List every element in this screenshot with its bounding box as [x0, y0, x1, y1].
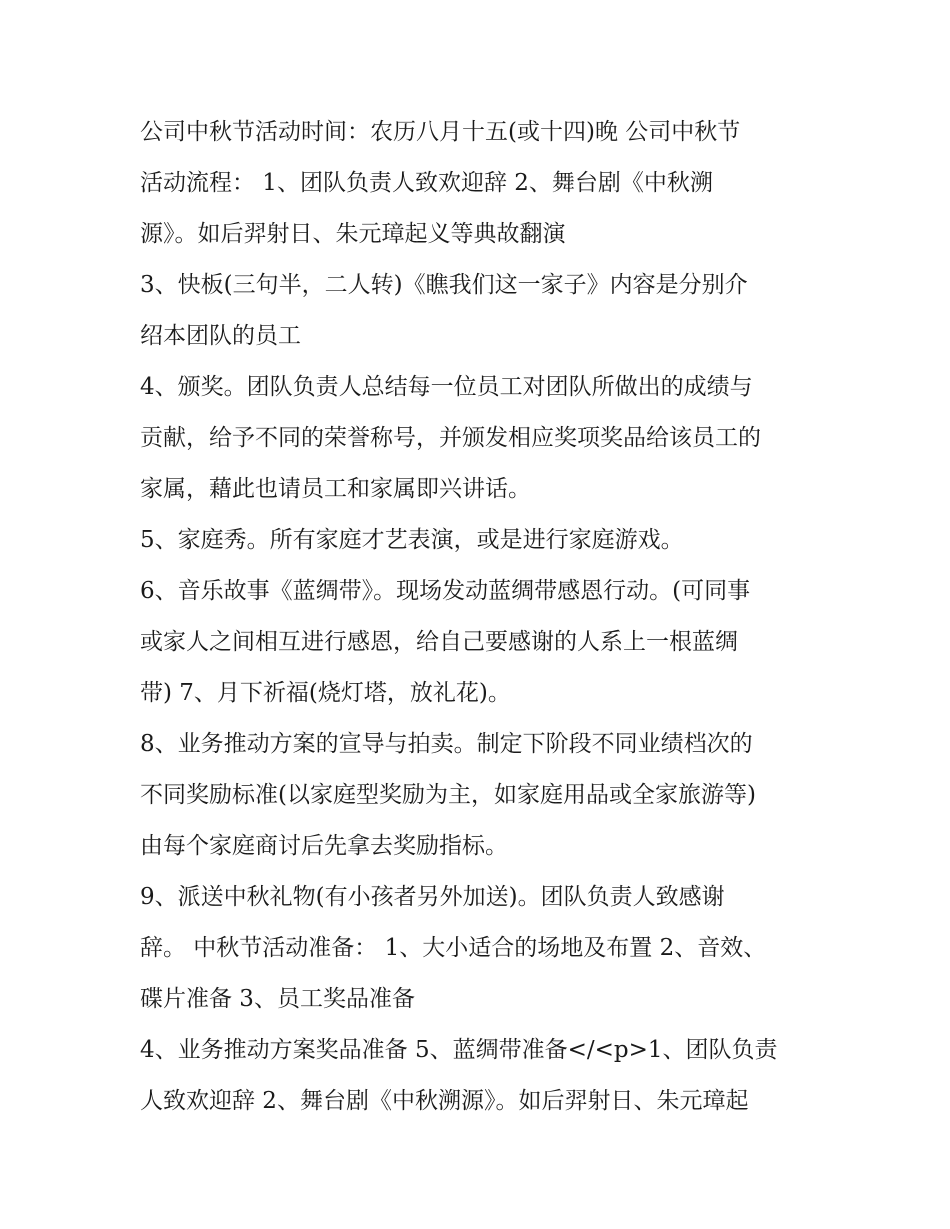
document-body [140, 107, 830, 1127]
text-line: 8、业务推动方案的宣导与拍卖。制定下阶段不同业绩档次的 [140, 731, 753, 757]
text-line: 活动流程： 1、团队负责人致欢迎辞 2、舞台剧《中秋溯 [140, 170, 713, 196]
text-line: 辞。 中秋节活动准备： 1、大小适合的场地及布置 2、音效、 [140, 935, 767, 961]
text-line: 贡献，给予不同的荣誉称号，并颁发相应奖项奖品给该员工的 [140, 425, 761, 451]
text-line: 公司中秋节活动时间：农历八月十五(或十四)晚 公司中秋节 [140, 119, 741, 145]
text-line: 碟片准备 3、员工奖品准备 [140, 986, 415, 1012]
text-line: 或家人之间相互进行感恩，给自己要感谢的人系上一根蓝绸 [140, 629, 738, 655]
text-line: 源》。如后羿射日、朱元璋起义等典故翻演 [140, 221, 566, 247]
text-line: 人致欢迎辞 2、舞台剧《中秋溯源》。如后羿射日、朱元璋起 [140, 1088, 749, 1114]
text-line: 带) 7、月下祈福(烧灯塔，放礼花)。 [140, 680, 511, 706]
text-line: 不同奖励标准(以家庭型奖励为主，如家庭用品或全家旅游等) [140, 782, 756, 808]
text-line: 4、颁奖。团队负责人总结每一位员工对团队所做出的成绩与 [140, 374, 753, 400]
text-line: 家属，藉此也请员工和家属即兴讲话。 [140, 476, 531, 502]
text-line: 绍本团队的员工 [140, 323, 301, 349]
text-line: 由每个家庭商讨后先拿去奖励指标。 [140, 833, 508, 859]
text-line: 9、派送中秋礼物(有小孩者另外加送)。团队负责人致感谢 [140, 884, 725, 910]
text-line: 3、快板(三句半，二人转)《瞧我们这一家子》内容是分别介 [140, 272, 748, 298]
text-line: 4、业务推动方案奖品准备 5、蓝绸带准备</<p>1、团队负责 [140, 1037, 778, 1063]
text-line: 5、家庭秀。所有家庭才艺表演，或是进行家庭游戏。 [140, 527, 684, 553]
text-line: 6、音乐故事《蓝绸带》。现场发动蓝绸带感恩行动。(可同事 [140, 578, 751, 604]
